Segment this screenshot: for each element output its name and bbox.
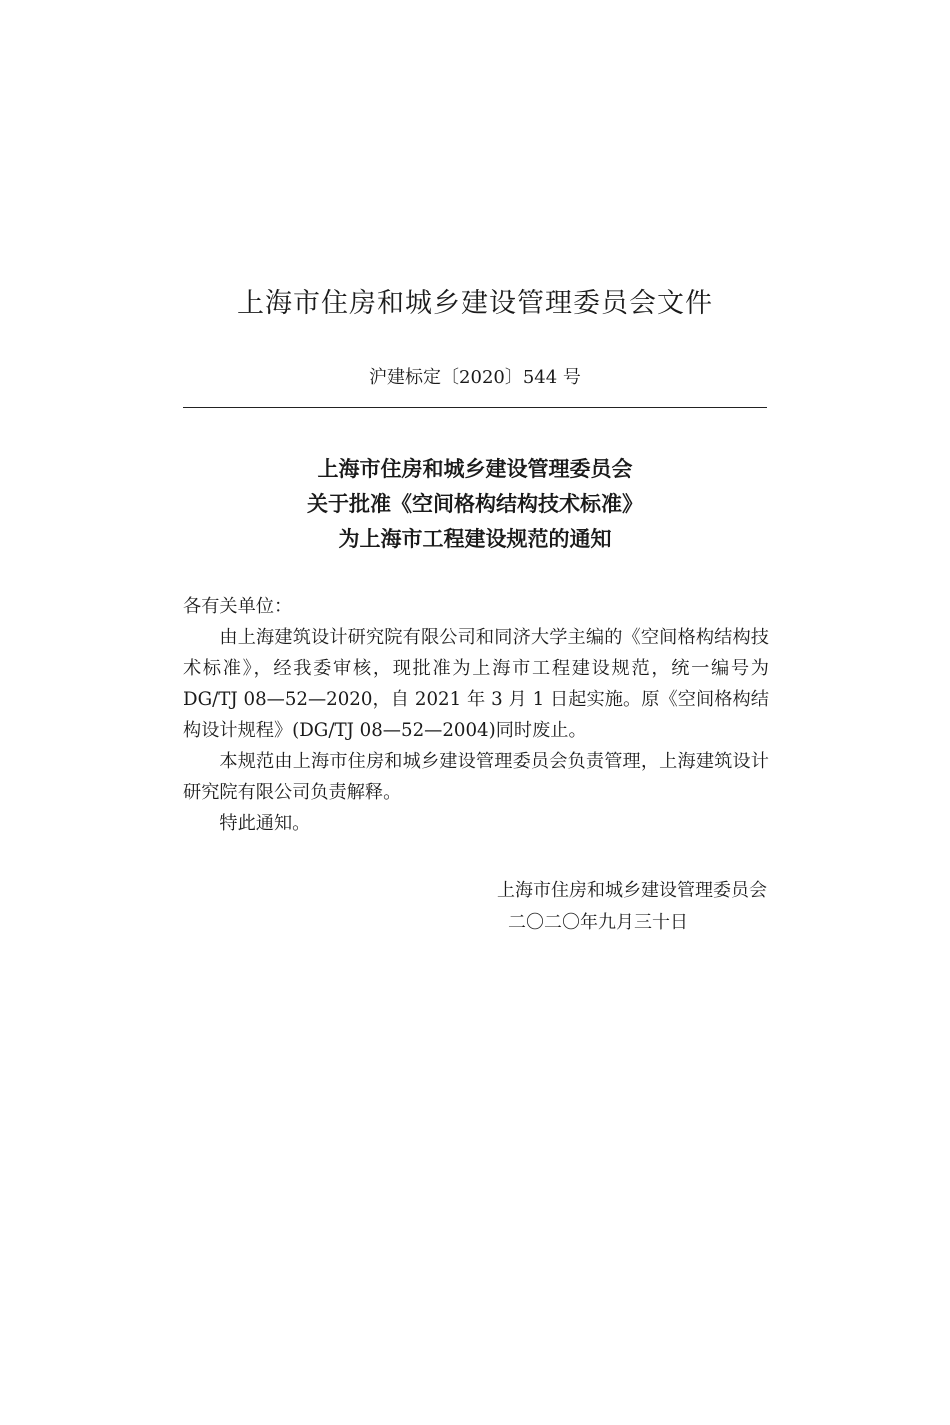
notice-body bbox=[183, 591, 769, 839]
notice-title-line: 关于批准《空间格构结构技术标准》 bbox=[307, 492, 643, 516]
body-paragraph: 本规范由上海市住房和城乡建设管理委员会负责管理，上海建筑设计研究院有限公司负责解释。 bbox=[183, 751, 769, 803]
notice-title-line: 上海市住房和城乡建设管理委员会 bbox=[317, 457, 633, 481]
issuer-heading: 上海市住房和城乡建设管理委员会文件 bbox=[237, 288, 713, 319]
notice-title bbox=[0, 452, 950, 557]
signing-date: 二〇二〇年九月三十日 bbox=[508, 912, 688, 933]
notice-title-line: 为上海市工程建设规范的通知 bbox=[338, 527, 612, 551]
document-number: 沪建标定〔2020〕544 号 bbox=[369, 367, 581, 388]
header-divider bbox=[183, 407, 767, 408]
body-paragraph: 特此通知。 bbox=[219, 813, 311, 834]
signing-organization: 上海市住房和城乡建设管理委员会 bbox=[497, 880, 767, 901]
body-paragraph: 由上海建筑设计研究院有限公司和同济大学主编的《空间格构结构技术标准》，经我委审核，现批准为上海市工程建设规范，统一编号为 DG/TJ 08—52—2020，自 2021 年 3 月 1 日起实施。原《空间格构结构设计规程》(DG/TJ 08—52—2004)同时废止。 bbox=[183, 627, 769, 741]
salutation: 各有关单位： bbox=[183, 596, 293, 617]
